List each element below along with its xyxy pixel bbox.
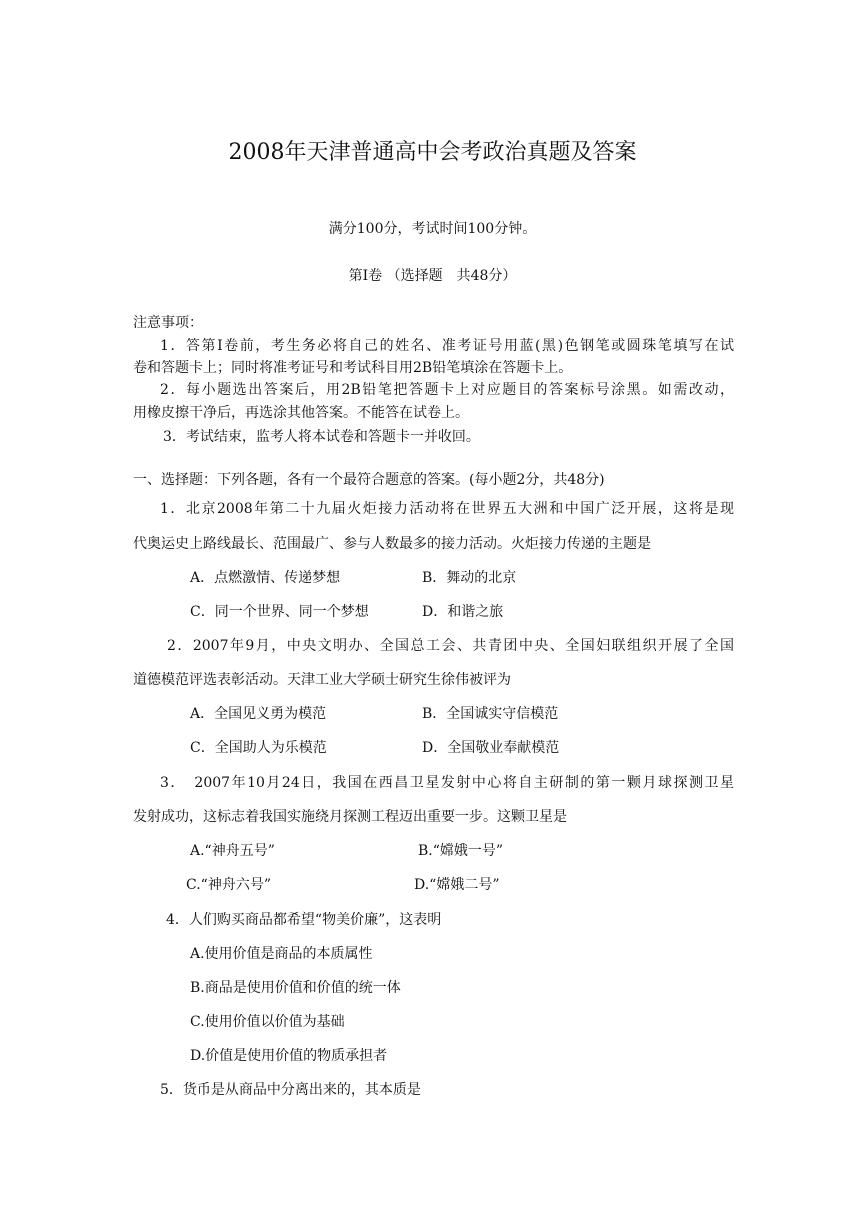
question-2-option-a: A．全国见义勇为模范 <box>190 706 327 722</box>
question-3-option-d: D.“嫦娥二号” <box>414 877 500 893</box>
question-4-option-a: A.使用价值是商品的本质属性 <box>190 946 373 962</box>
question-1-option-b: B．舞动的北京 <box>422 570 517 586</box>
note-item-2-line-1: 2．每小题选出答案后，用2B铅笔把答题卡上对应题目的答案标号涂黑。如需改动， <box>160 382 734 398</box>
question-2-option-c: C．全国助人为乐模范 <box>190 740 327 756</box>
question-4-option-d: D.价值是使用价值的物质承担者 <box>190 1048 388 1064</box>
question-4-stem: 4．人们购买商品都希望“物美价廉”，这表明 <box>166 912 442 928</box>
question-2-option-b: B．全国诚实守信模范 <box>422 706 559 722</box>
question-3-line-1: 3． 2007年10月24日，我国在西昌卫星发射中心将自主研制的第一颗月球探测卫星 <box>160 775 734 791</box>
question-3-line-2: 发射成功，这标志着我国实施绕月探测工程迈出重要一步。这颗卫星是 <box>133 809 567 825</box>
question-3-option-a: A.“神舟五号” <box>190 843 275 859</box>
volume-heading: 第Ⅰ卷 （选择题 共48分） <box>348 268 517 284</box>
page-title: 2008年天津普通高中会考政治真题及答案 <box>228 140 637 165</box>
question-3-option-c: C.“神舟六号” <box>186 877 271 893</box>
question-5-stem: 5．货币是从商品中分离出来的，其本质是 <box>160 1082 421 1098</box>
question-4-option-b: B.商品是使用价值和价值的统一体 <box>190 980 401 996</box>
question-2-line-2: 道德模范评选表彰活动。天津工业大学硕士研究生徐伟被评为 <box>133 672 511 688</box>
question-1-line-1: 1．北京2008年第二十九届火炬接力活动将在世界五大洲和中国广泛开展，这将是现 <box>160 501 734 517</box>
note-item-2-line-2: 用橡皮擦干净后，再选涂其他答案。不能答在试卷上。 <box>133 405 469 421</box>
note-item-1-line-2: 卷和答题卡上；同时将准考证号和考试科目用2B铅笔填涂在答题卡上。 <box>133 360 573 376</box>
question-3-option-b: B.“嫦娥一号” <box>418 843 504 859</box>
notes-heading: 注意事项： <box>133 315 203 331</box>
question-2-line-1: 2．2007年9月，中央文明办、全国总工会、共青团中央、全国妇联组织开展了全国 <box>167 638 734 654</box>
question-1-option-c: C．同一个世界、同一个梦想 <box>190 604 369 620</box>
note-item-1-line-1: 1．答第Ⅰ卷前，考生务必将自己的姓名、准考证号用蓝(黑)色钢笔或圆珠笔填写在试 <box>160 338 734 354</box>
section-heading: 一、选择题：下列各题，各有一个最符合题意的答案。(每小题2分，共48分) <box>133 472 605 488</box>
score-info: 满分100分，考试时间100分钟。 <box>328 221 537 237</box>
question-2-option-d: D．全国敬业奉献模范 <box>422 740 560 756</box>
question-1-option-d: D．和谐之旅 <box>422 604 504 620</box>
question-1-line-2: 代奥运史上路线最长、范围最广、参与人数最多的接力活动。火炬接力传递的主题是 <box>133 536 651 552</box>
question-1-option-a: A．点燃激情、传递梦想 <box>190 570 341 586</box>
note-item-3: 3．考试结束，监考人将本试卷和答题卡一并收回。 <box>163 429 480 445</box>
question-4-option-c: C.使用价值以价值为基础 <box>190 1014 345 1030</box>
